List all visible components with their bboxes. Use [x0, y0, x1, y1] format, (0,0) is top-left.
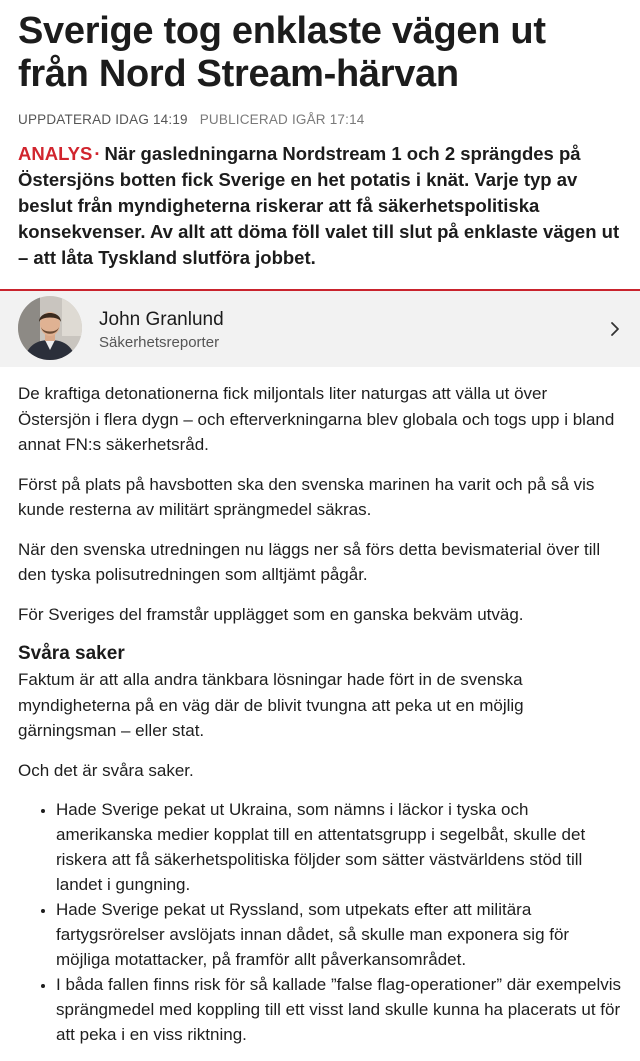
updated-timestamp: UPPDATERAD IDAG 14:19	[18, 112, 188, 127]
body-paragraph: Först på plats på havsbotten ska den svenska marinen ha varit och på så vis kunde resterna av militärt sprängmedel säkras.	[18, 474, 595, 519]
body-paragraph: Faktum är att alla andra tänkbara lösningar hade fört in de svenska myndigheterna på en väg där de blivit tvungna att peka ut en möjlig gärningsman – eller stat.	[18, 670, 524, 740]
article-headline: Sverige tog enklaste vägen ut från Nord Stream-härvan	[18, 10, 546, 95]
bullet-item: • I båda fallen finns risk för så kallade ”false flag-operationer” där exempelvis sprängmedel med koppling till ett visst land skulle kunna ha placerats ut för att peka i en viss riktning.	[56, 972, 622, 1047]
analysis-tag: ANALYS	[18, 143, 93, 164]
author-info	[99, 308, 608, 351]
author-avatar	[18, 296, 82, 360]
chevron-right-icon[interactable]	[608, 319, 622, 339]
author-name: John Granlund	[99, 308, 224, 330]
article-lead	[18, 141, 622, 271]
article-body	[0, 367, 640, 1047]
lead-text: När gasledningarna Nordstream 1 och 2 sprängdes på Östersjöns botten fick Sverige en het potatis i knät. Varje typ av beslut från myndigheterna riskerar att få säkerhetspolitiska konsekvenser. Av allt att döma föll valet till slut på enklaste vägen ut – att låta Tyskland slutföra jobbet.	[18, 143, 620, 268]
bullet-item: • Hade Sverige pekat ut Ryssland, som utpekats efter att militära fartygsrörelser avslöjats innan dådet, så skulle man exponera sig för möjliga motattacker, på framför allt påverkansområdet.	[56, 897, 622, 972]
author-role: Säkerhetsreporter	[99, 333, 220, 351]
published-timestamp: PUBLICERAD IGÅR 17:14	[199, 112, 365, 127]
article-meta	[18, 112, 622, 127]
body-paragraph: Och det är svåra saker.	[18, 760, 194, 780]
lead-separator: ·	[94, 143, 101, 164]
article-header	[0, 0, 640, 271]
bullet-list	[18, 797, 622, 1047]
body-paragraph: De kraftiga detonationerna fick miljontals liter naturgas att välla ut över Östersjön i flera dygn – och efterverkningarna blev globala och togs upp i bland annat FN:s säkerhetsråd.	[18, 384, 615, 454]
body-paragraph: När den svenska utredningen nu läggs ner så förs detta bevismaterial över till den tyska polisutredningen som alltjämt pågår.	[18, 539, 601, 584]
body-paragraph: För Sveriges del framstår upplägget som en ganska bekväm utväg.	[18, 604, 524, 624]
bullet-item: • Hade Sverige pekat ut Ukraina, som nämns i läckor i tyska och amerikanska medier kopplat till en attentatsgrupp i segelbåt, skulle det riskera att få säkerhetspolitiska följder som sätter västvärldens stöd till landet i gungning.	[56, 797, 622, 897]
section-subheading: Svåra saker	[18, 643, 125, 664]
author-card[interactable]	[0, 291, 640, 367]
